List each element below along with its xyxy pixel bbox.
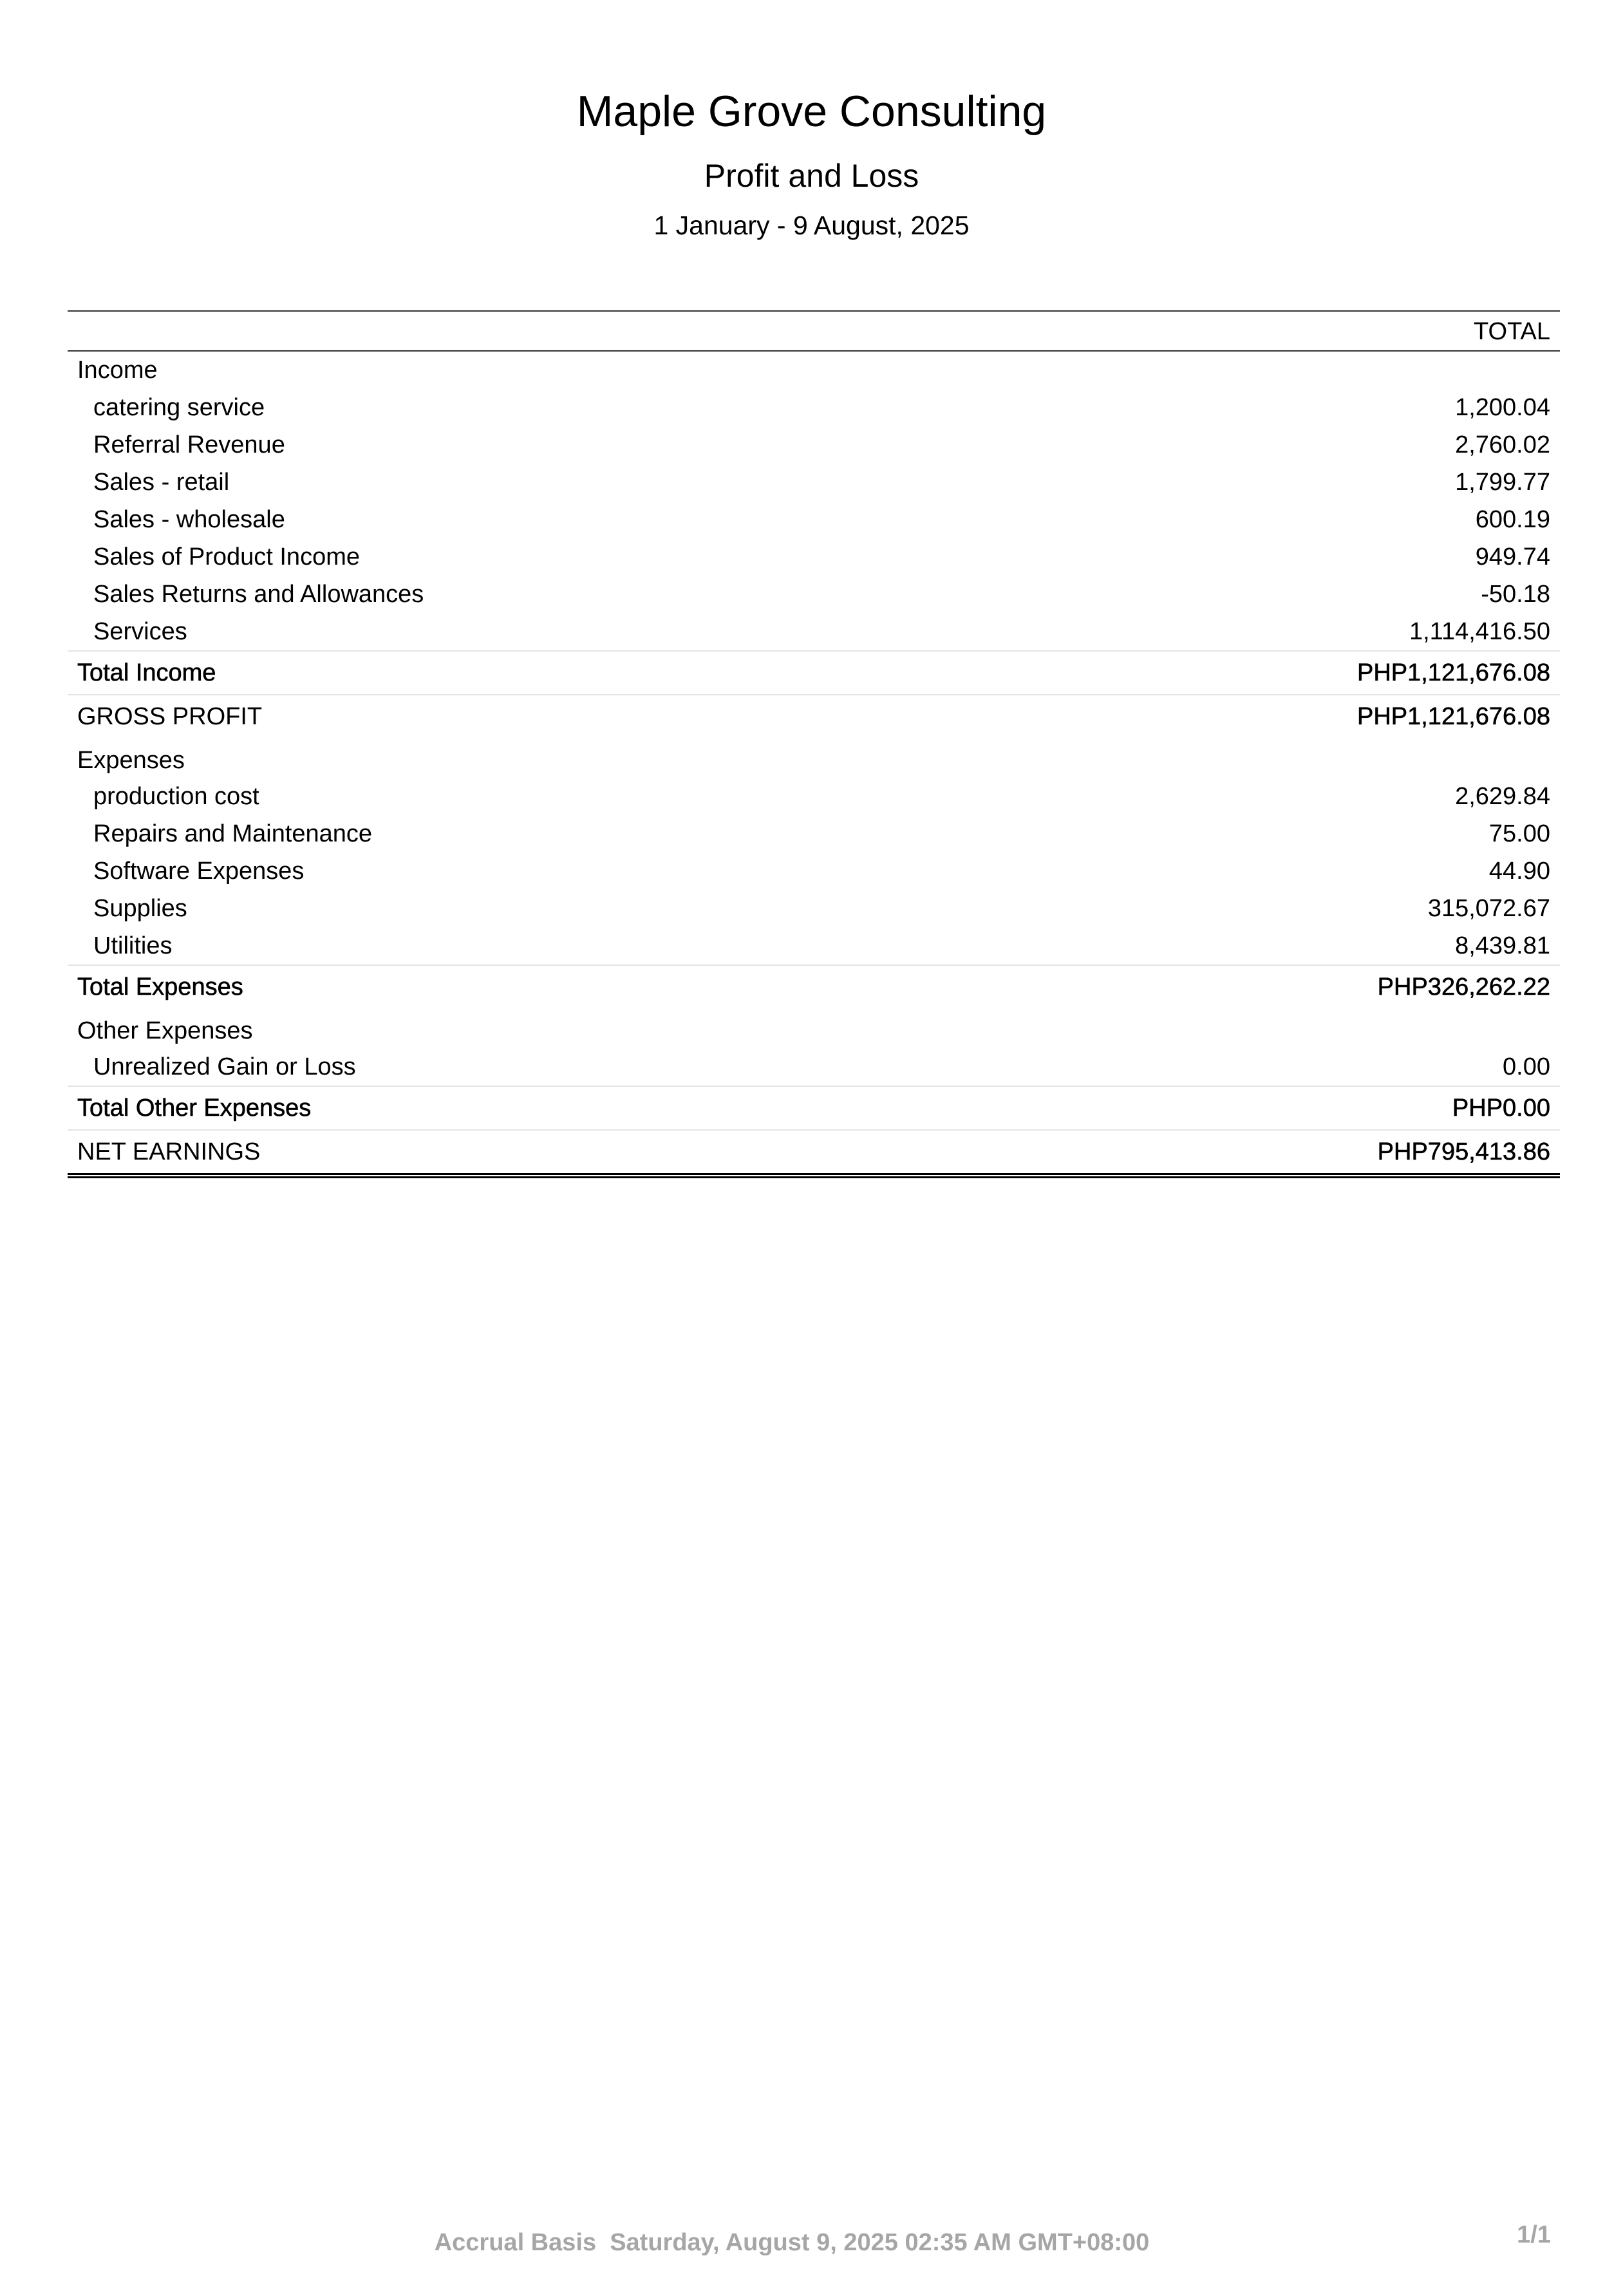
total-income-label: Total Income [77,659,216,686]
account-amount: 1,114,416.50 [1409,618,1550,645]
table-row [68,613,1560,650]
account-amount: 949.74 [1475,543,1550,570]
account-label: catering service [93,394,265,421]
gross-profit-amount: PHP1,121,676.08 [1356,703,1550,730]
section-heading-label: Expenses [77,747,185,774]
report-title: Profit and Loss [704,158,919,194]
account-label: Sales - retail [93,469,230,496]
section-heading-other-expenses [68,1008,1560,1048]
net-earnings-row [68,1129,1560,1178]
total-expenses-row [68,965,1560,1008]
section-heading-income [68,352,1560,389]
table-row [68,778,1560,815]
table-row [68,464,1560,501]
table-row [68,815,1560,852]
account-label: Utilities [93,932,173,959]
table-row [68,927,1560,965]
footer-basis-timestamp: Accrual Basis Saturday, August 9, 2025 02:35 AM GMT+08:00 [434,2229,1150,2256]
section-heading-label: Other Expenses [77,1017,253,1044]
account-label: Sales of Product Income [93,543,360,570]
account-amount: 315,072.67 [1427,895,1550,922]
total-expenses-amount: PHP326,262.22 [1377,974,1550,1001]
net-earnings-label: NET EARNINGS [77,1138,261,1165]
table-row [68,389,1560,426]
account-label: Services [93,618,187,645]
account-label: Referral Revenue [93,431,285,458]
total-other-expenses-amount: PHP0.00 [1452,1095,1550,1122]
account-label: Supplies [93,895,187,922]
total-income-amount: PHP1,121,676.08 [1356,659,1550,686]
account-amount: 44.90 [1488,858,1550,885]
report-period: 1 January - 9 August, 2025 [653,211,970,240]
table-row [68,852,1560,890]
table-row [68,890,1560,927]
account-label: Software Expenses [93,858,305,885]
account-label: Sales - wholesale [93,506,285,533]
net-earnings-amount: PHP795,413.86 [1377,1138,1550,1165]
account-amount: 600.19 [1475,506,1550,533]
footer-page-number: 1/1 [1517,2221,1551,2248]
total-other-expenses-label: Total Other Expenses [77,1095,312,1122]
account-label: Repairs and Maintenance [93,820,373,847]
table-row [68,1048,1560,1086]
account-label: production cost [93,783,259,810]
section-heading-expenses [68,738,1560,778]
account-label: Unrealized Gain or Loss [93,1053,356,1080]
table-row [68,538,1560,576]
account-label: Sales Returns and Allowances [93,581,424,608]
total-income-row [68,650,1560,694]
company-name: Maple Grove Consulting [576,87,1047,136]
account-amount: 0.00 [1503,1053,1550,1080]
section-heading-label: Income [77,357,158,384]
account-amount: 75.00 [1488,820,1550,847]
total-other-expenses-row [68,1086,1560,1129]
gross-profit-label: GROSS PROFIT [77,703,263,730]
total-expenses-label: Total Expenses [77,974,243,1001]
table-row [68,501,1560,538]
account-amount: 2,629.84 [1455,783,1550,810]
account-amount: 1,200.04 [1455,394,1550,421]
column-header-total: TOTAL [1474,318,1550,345]
account-amount: -50.18 [1481,581,1550,608]
table-row [68,576,1560,613]
profit-and-loss-table [68,310,1560,1178]
account-amount: 1,799.77 [1455,469,1550,496]
table-row [68,426,1560,464]
account-amount: 2,760.02 [1455,431,1550,458]
account-amount: 8,439.81 [1455,932,1550,959]
gross-profit-row [68,694,1560,738]
table-header-row [68,312,1560,352]
